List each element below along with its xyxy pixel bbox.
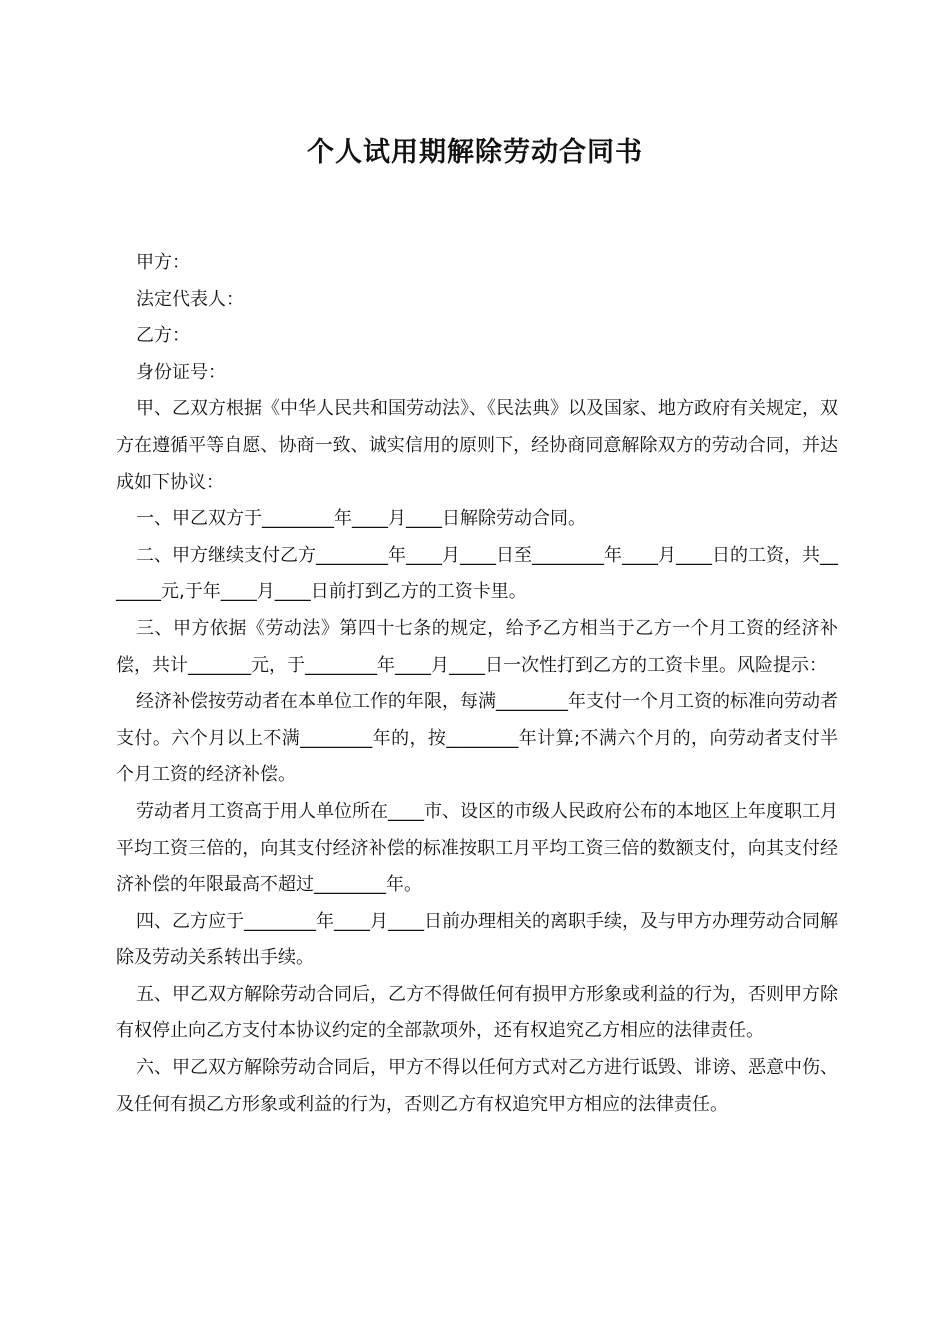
party-b-line: 乙方： [136, 325, 190, 347]
id-number-line: 身份证号： [136, 361, 226, 383]
clause-4: 四、乙方应于________年____月____日前办理相关的离职手续，及与甲方办理劳动合同解除及劳动关系转出手续。 [116, 910, 838, 969]
clause-5: 五、甲乙双方解除劳动合同后，乙方不得做任何有损甲方形象或利益的行为，否则甲方除有权停止向乙方支付本协议约定的全部款项外，还有权追究乙方相应的法律责任。 [116, 983, 838, 1042]
party-a-line: 甲方： [136, 252, 190, 273]
risk-note-1: 经济补偿按劳动者在本单位工作的年限，每满________年支付一个月工资的标准向劳动者支付。六个月以上不满________年的，按________年计算;不满六个月的，向劳动者支付半个月工资的经济补偿。 [116, 691, 838, 786]
clause-1: 一、甲乙双方于________年____月____日解除劳动合同。 [136, 508, 586, 530]
clause-3: 三、甲方依据《劳动法》第四十七条的规定，给予乙方相当于乙方一个月工资的经济补偿，共计_______元，于________年____月____日一次性打到乙方的工资卡里。风险提示： [116, 617, 838, 676]
clause-6: 六、甲乙双方解除劳动合同后，甲方不得以任何方式对乙方进行诋毁、诽谤、恶意中伤、及任何有损乙方形象或利益的行为，否则乙方有权追究甲方相应的法律责任。 [116, 1057, 838, 1115]
document-body [116, 245, 838, 1123]
risk-note-2: 劳动者月工资高于用人单位所在____市、设区的市级人民政府公布的本地区上年度职工月平均工资三倍的，向其支付经济补偿的标准按职工月平均工资三倍的数额支付，向其支付经济补偿的年限最高不超过________年。 [116, 800, 838, 896]
document-title: 个人试用期解除劳动合同书 [307, 137, 643, 168]
preamble-paragraph: 甲、乙双方根据《中华人民共和国劳动法》、《民法典》以及国家、地方政府有关规定，双方在遵循平等自愿、协商一致、诚实信用的原则下，经协商同意解除双方的劳动合同，并达成如下协议： [116, 398, 838, 493]
legal-representative-line: 法定代表人： [136, 288, 244, 310]
clause-2: 二、甲方继续支付乙方________年____月____日至________年____月____日的工资，共_______元,于年____月____日前打到乙方的工资卡里。 [116, 544, 838, 603]
